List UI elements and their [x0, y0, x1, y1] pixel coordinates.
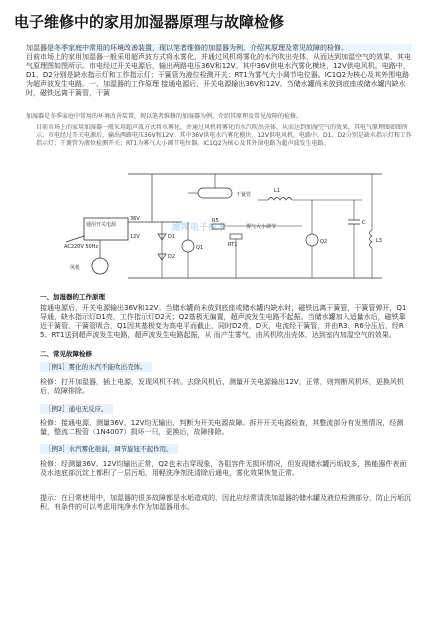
intro-paragraph-2: 目前市场上的家用加湿器一般采用超声波方式将水雾化，并通过风机将雾化的水汽吹出壳体，从而达到加湿空气的效果，其电气原理图如图所示。市电经过开关电源后，输出两路电压36V和12V。其中36V供电水汽雾化模块，12V供电风机。电路中，D1、D2分别是缺水指示灯和工作指示灯；干簧管为液位检测开关；RT1为雾气大小调节电位器。IC1Q2为核心及其外围电路为超声波发生电路。一、加湿器的工作原理 接通电源后，开关电源输出36V和12V。当储水罐尚未放到底座或储水罐内缺水时，磁铁远离干簧管，干簧	[26, 53, 411, 97]
watermark: 维库电子技术	[172, 223, 227, 233]
v12-label: 12V	[130, 234, 140, 240]
ac-label: AC220V 50Hz	[64, 244, 99, 250]
rt1-label: RT1	[228, 242, 238, 248]
q2-transistor	[306, 234, 318, 246]
psu-label: 通用开关电源	[86, 222, 117, 228]
fan-symbol	[92, 258, 108, 274]
rt1-pot	[230, 234, 242, 239]
section-2-heading: 二、常见故障检修	[40, 350, 92, 358]
example-2-text: 检修：接通电源，测量36V、12V均无输出，判断为开关电源故障。拆开开关电源检查，其整流部分有发黑情况，经测量，整流二极管（1N4007）损坏一只，更换后，故障排除。	[40, 419, 404, 436]
q1-label: Q1	[196, 245, 204, 251]
q1-transistor	[182, 240, 194, 252]
v36-label: 36V	[130, 216, 140, 222]
circuit-diagram	[62, 170, 392, 284]
q2-label: Q2	[320, 239, 328, 245]
reed-label: 干簧管	[236, 192, 252, 198]
l3-label: L3	[376, 238, 382, 244]
section-1-text: 接通电源后，开关电源输出36V和12V。当储水罐尚未放到底座或储水罐内缺水时，磁铁远离干簧管，干簧管弹开，Q1导通，缺水指示灯D1亮，工作指示灯D2灭；Q2基极无偏置，超声波发生电路不起振。当储水罐加入适量水后，磁铁靠近干簧管，干簧管吸合，Q1因其基极变为高电平而截止，同时D2亮，D灭，电流经干簧管，并由R3、R6分压后，经R5、RT1送到超声波发生电路，超声波发生电路起振，从 而产生雾气，由风机吹出壳体，达到室内加湿空气的效果。	[40, 304, 407, 339]
l3-inductor	[370, 230, 373, 248]
tip-text: 提示：在日常使用中，加湿器的很多故障都是水垢造成的，因此应经常清洗加湿器的储水罐及液位检测部分，防止污垢沉积，有条件的可以考虑用纯净水作为加湿器用水。	[40, 494, 411, 511]
intro-small-2: 目前市场上的家用加湿器一般采用超声波方式将水雾化，并通过风机将雾化的水汽吹出壳体，从而达到加湿空气的效果，其电气原理图如图所示。市电经过开关电源后，输出两路电压36V和12V。其中36V供电水汽雾化模块，12V供电风机。电路中，D1、D2分别是缺水指示灯和工作指示灯；干簧管为液位检测开关；RT1为雾气大小调节电位器。IC1Q2为核心及其外围电路为超声波发生电路。	[36, 124, 412, 147]
l1-inductor	[268, 198, 292, 201]
l1-label: L1	[274, 188, 280, 194]
d1-label: D1	[168, 234, 176, 240]
intro-paragraph-1: 加湿器是冬季家庭中常用的环境改善装置，现以笔者维修的加湿器为例，介绍其原理及常见故障的检修。	[26, 44, 348, 52]
coil-label: 雾气大小调节	[246, 224, 277, 230]
c-label: C	[362, 220, 366, 226]
example-2-tag: ［例2］通电无反应。	[40, 404, 113, 414]
d2-label: D2	[168, 254, 176, 260]
example-1-tag: ［例1］雾化的水汽不能吹出壳体。	[40, 362, 152, 372]
example-1-text: 检修：打开加湿器，插上电源，发现风机不转。去除风机后，测量开关电源输出12V，正常，则判断风机坏，更换风机后，故障排除。	[40, 378, 404, 395]
fan-label: 风机	[70, 265, 81, 271]
intro-small-1: 加湿器是冬季家庭中常用的环境改善装置，现以笔者维修的加湿器为例，介绍其原理及常见故障的检修。	[26, 113, 303, 120]
circuit-svg	[62, 170, 392, 284]
reed-switch	[198, 188, 232, 198]
section-1-heading: 一、加湿器的工作原理	[40, 293, 105, 301]
example-3-text: 检修：经测量36V、12V均输出正常，Q2也未击穿现象，各阻容件无损坏情况，但发现储水罐污垢较多，换能器件表面及水池底部沉淀上都积了一层污垢，用軽洗净剂洗清除后通电，雾化效果恢复正常。	[40, 460, 407, 477]
r5-label: R5	[212, 218, 219, 224]
page-title: 电子维修中的家用加湿器原理与故障检修	[14, 13, 285, 31]
example-3-tag: ［例3］水汽雾化很弱，调节旋钮不起作用。	[40, 444, 178, 454]
